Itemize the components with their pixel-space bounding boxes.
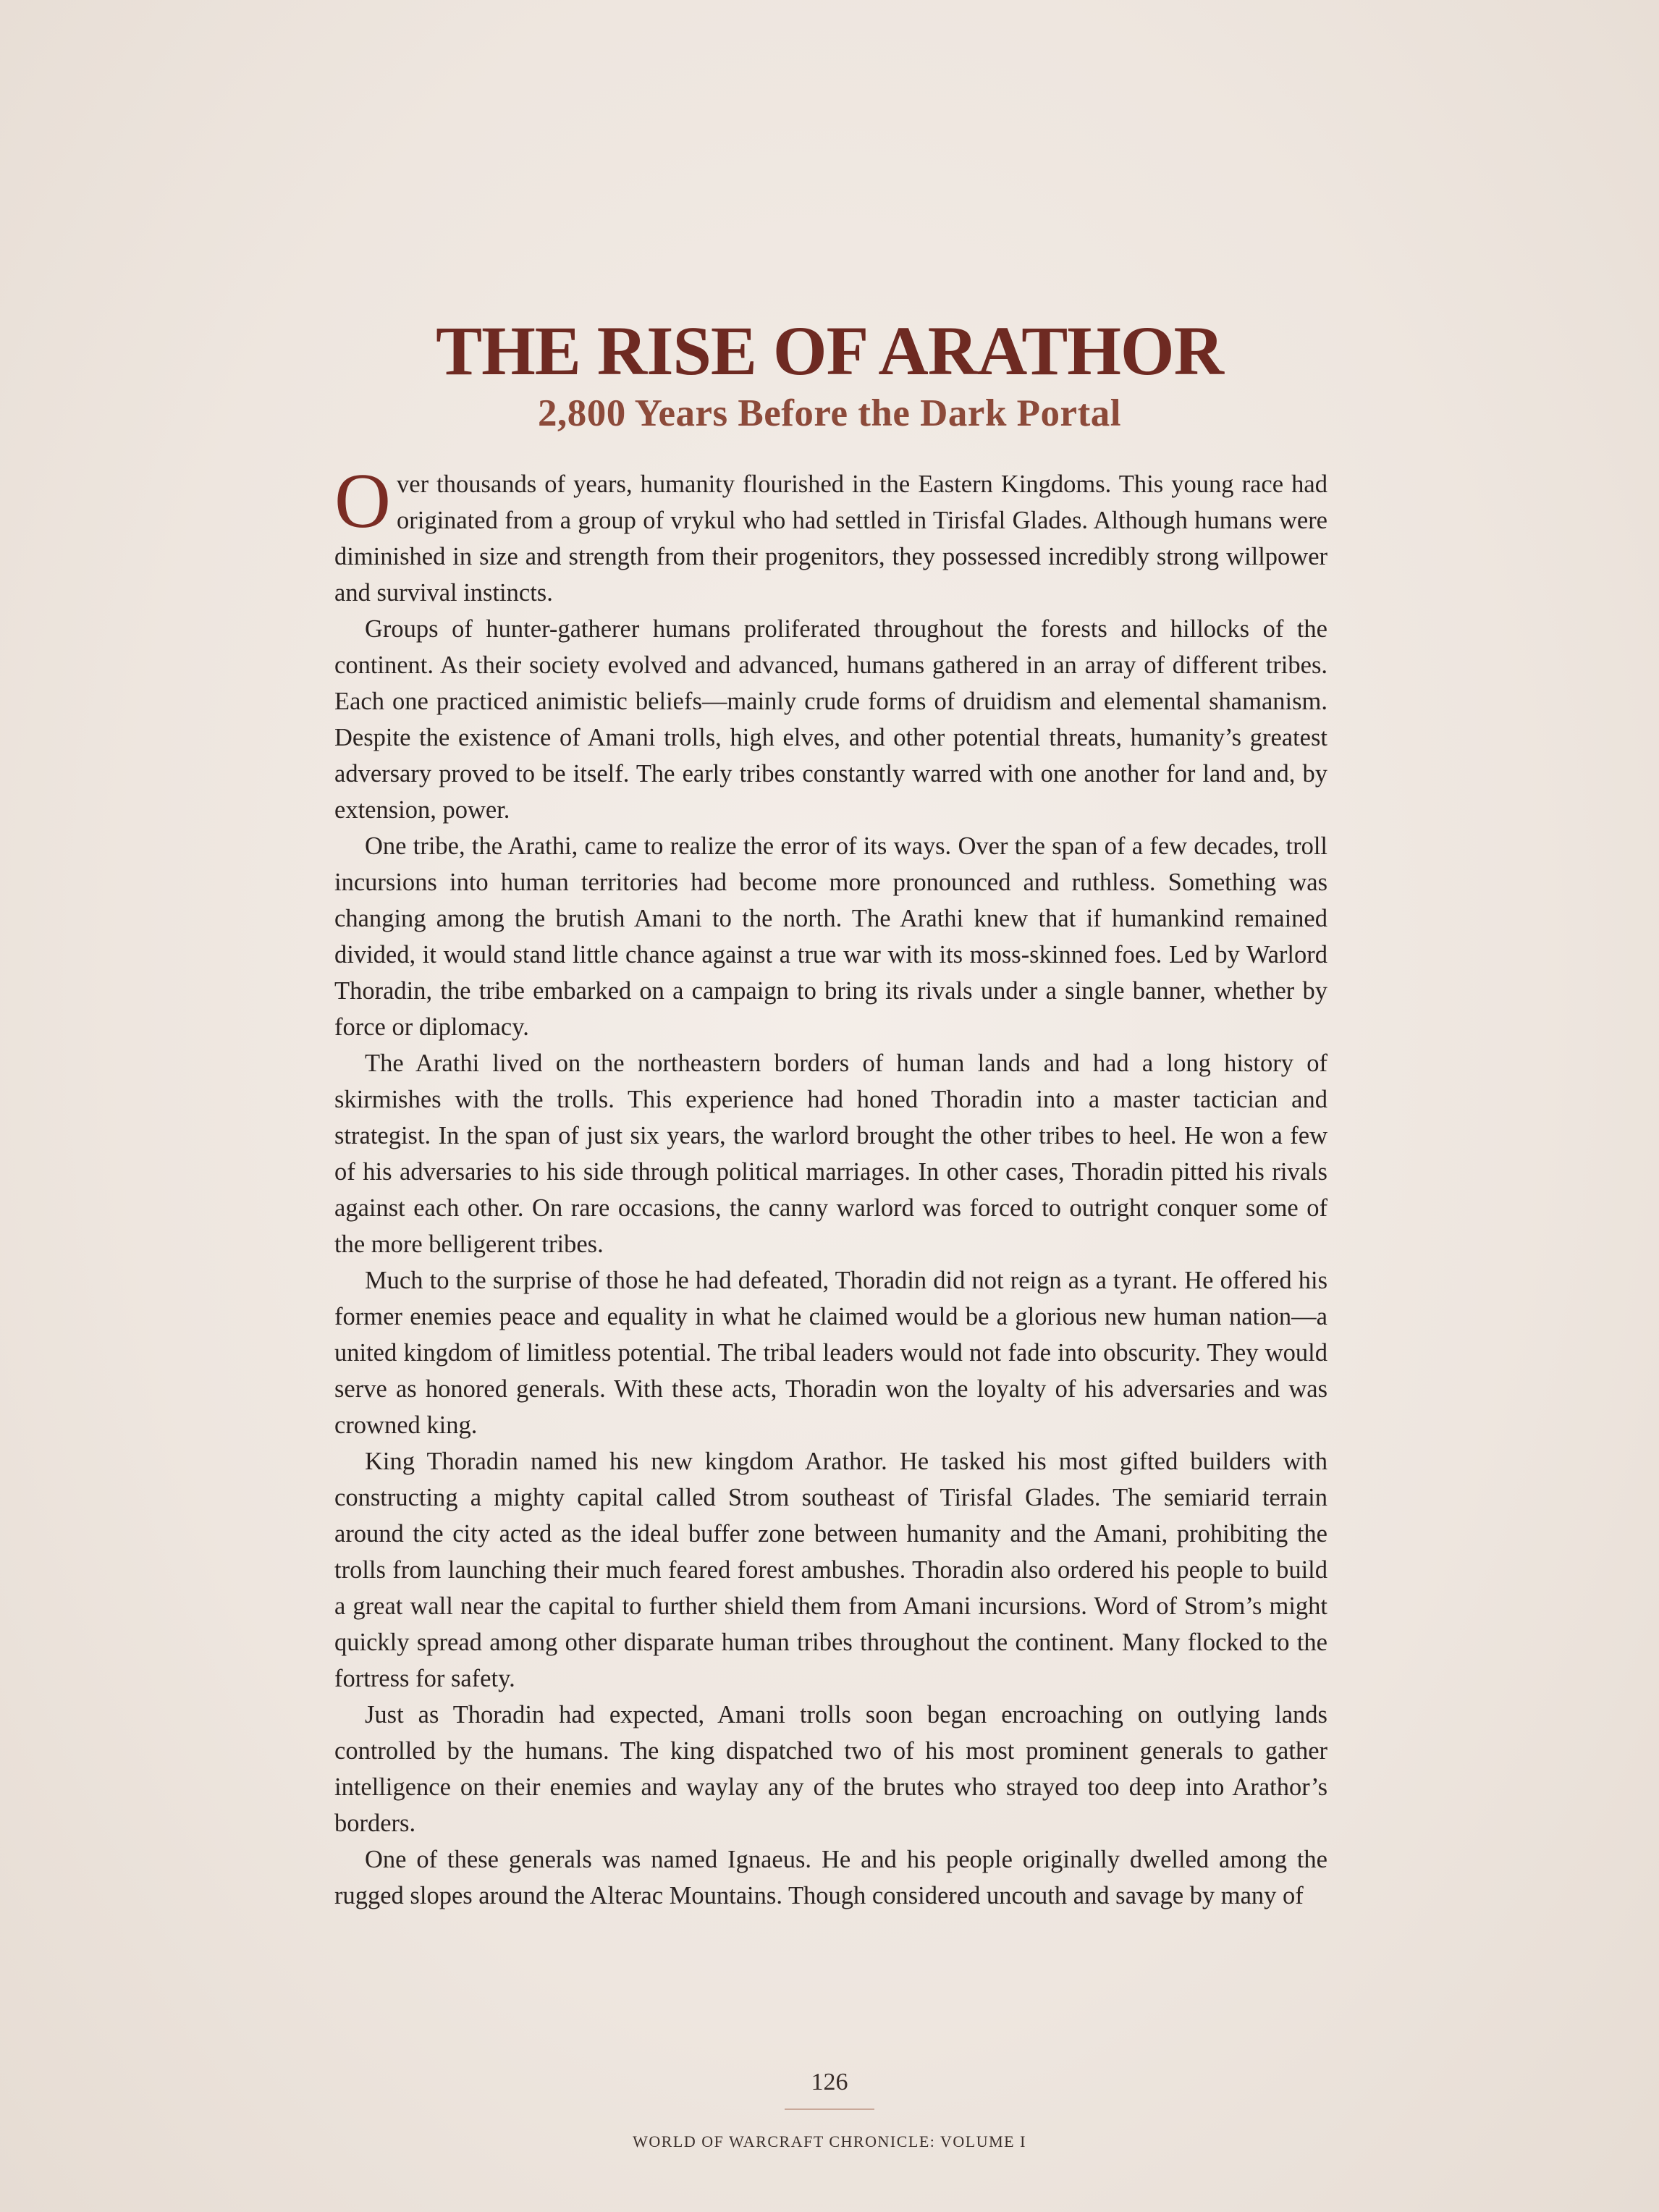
- paragraph: Groups of hunter-gatherer humans proliferated throughout the forests and hillocks of the continent. As their society evolved and advanced, humans gathered in an array of different tribes. Each one practiced animistic beliefs—mainly crude forms of druidism and elemental shamanism. Despite the existence of Amani trolls, high elves, and other potential threats, humanity’s greatest adversary proved to be itself. The early tribes constantly warred with one another for land and, by extension, power.: [334, 615, 1327, 824]
- paragraph: The Arathi lived on the northeastern borders of human lands and had a long history of skirmishes with the trolls. This experience had honed Thoradin into a master tactician and strategist. In the span of just six years, the warlord brought the other tribes to heel. He won a few of his adversaries to his side through political marriages. In other cases, Thoradin pitted his rivals against each other. On rare occasions, the canny warlord was forced to outright conquer some of the more belligerent tribes.: [334, 1050, 1327, 1258]
- paragraph: Just as Thoradin had expected, Amani trolls soon began encroaching on outlying lands controlled by the humans. The king dispatched two of his most prominent generals to gather intelligence on their enemies and waylay any of the brutes who strayed too deep into Arathor’s borders.: [334, 1701, 1327, 1837]
- body-text: [334, 458, 1327, 1914]
- page-number: 126: [811, 2069, 848, 2095]
- drop-cap: O: [334, 458, 391, 544]
- paragraph: [334, 458, 1327, 611]
- footer-divider: [785, 2108, 874, 2110]
- paragraph-text: ver thousands of years, humanity flourished in the Eastern Kingdoms. This young race had originated from a group of vrykul who had settled in Tirisfal Glades. Although humans were diminished in size and strength from their progenitors, they possessed incredibly strong willpower and survival instincts.: [334, 470, 1327, 607]
- paragraph: One tribe, the Arathi, came to realize the error of its ways. Over the span of a few decades, troll incursions into human territories had become more pronounced and ruthless. Something was changing among the brutish Amani to the north. The Arathi knew that if humankind remained divided, it would stand little chance against a true war with its moss-skinned foes. Led by Warlord Thoradin, the tribe embarked on a campaign to bring its rivals under a single banner, whether by force or diplomacy.: [334, 832, 1327, 1041]
- chapter-title: THE RISE OF ARATHOR: [436, 312, 1223, 389]
- paragraph: One of these generals was named Ignaeus. He and his people originally dwelled among the rugged slopes around the Alterac Mountains. Though considered uncouth and savage by many of: [334, 1846, 1327, 1909]
- paragraph: King Thoradin named his new kingdom Arathor. He tasked his most gifted builders with constructing a mighty capital called Strom southeast of Tirisfal Glades. The semiarid terrain around the city acted as the ideal buffer zone between humanity and the Amani, prohibiting the trolls from launching their much feared forest ambushes. Thoradin also ordered his people to build a great wall near the capital to further shield them from Amani incursions. Word of Strom’s might quickly spread among other disparate human tribes throughout the continent. Many flocked to the fortress for safety.: [334, 1448, 1327, 1692]
- chapter-subtitle: 2,800 Years Before the Dark Portal: [538, 392, 1121, 434]
- running-footer: WORLD OF WARCRAFT CHRONICLE: VOLUME I: [633, 2132, 1026, 2150]
- paragraph: Much to the surprise of those he had defeated, Thoradin did not reign as a tyrant. He offered his former enemies peace and equality in what he claimed would be a glorious new human nation—a united kingdom of limitless potential. The tribal leaders would not fade into obscurity. They would serve as honored generals. With these acts, Thoradin won the loyalty of his adversaries and was crowned king.: [334, 1267, 1327, 1439]
- chapter-heading: [0, 311, 1659, 436]
